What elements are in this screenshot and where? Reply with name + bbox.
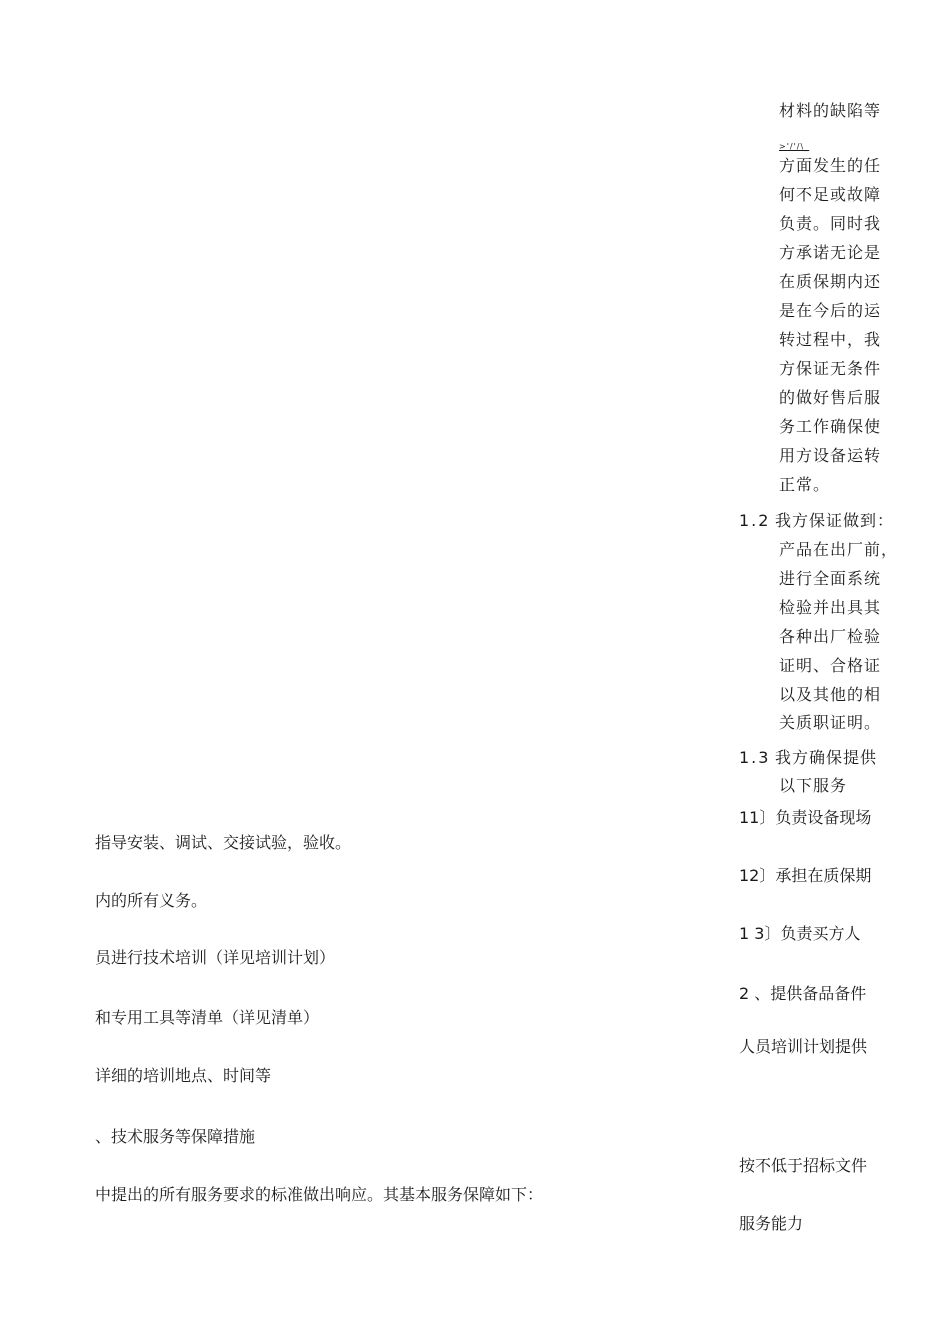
item-number-1-2: 1.2 [739,511,771,530]
left-text-line: 中提出的所有服务要求的标准做出响应。其基本服务保障如下： [95,1185,544,1204]
item-2: 2 、提供备品备件 [739,984,867,1003]
text-line: 证明、合格证 [779,656,882,675]
text-line: 的做好售后服 [779,388,882,407]
standard-line: 按不低于招标文件 [739,1156,868,1175]
left-text-line: 内的所有义务。 [95,891,208,910]
text-line: 务工作确保使 [779,417,882,436]
text-line: 在质保期内还 [779,272,882,291]
sub-item: 12〕承担在质保期 [739,866,872,885]
training-line: 人员培训计划提供 [739,1037,868,1056]
left-text-line: 指导安装、调试、交接试验，验收。 [95,833,352,852]
item-heading-1-2: 我方保证做到： [775,511,895,530]
left-text-line: 和专用工具等清单（详见清单） [95,1008,320,1027]
text-line: 负责。同时我 [779,214,882,233]
text-line: 关质职证明。 [779,713,882,732]
text-line: 何不足或故障 [779,185,882,204]
text-line: 检验并出具其 [779,598,882,617]
left-text-line: 员进行技术培训（详见培训计划） [95,948,336,967]
text-line: 产品在出厂前， [779,540,899,559]
text-line: 正常。 [779,475,831,494]
text-line: 是在今后的运 [779,301,882,320]
text-line: 转过程中，我 [779,330,882,349]
text-line: 以及其他的相 [779,685,882,704]
text-line: 以下服务 [779,776,848,795]
capability-line: 服务能力 [739,1214,804,1233]
text-line: 用方设备运转 [779,446,882,465]
text-line: 材料的缺陷等 [779,101,882,120]
scan-artifact: >'/'/\_ [779,142,810,151]
left-text-line: 详细的培训地点、时间等 [95,1066,272,1085]
item-number-1-3: 1.3 [739,748,771,767]
text-line: 方承诺无论是 [779,243,882,262]
item-heading-1-3: 我方确保提供 [775,748,878,767]
sub-item: 1 3〕负责买方人 [739,924,861,943]
text-line: 方保证无条件 [779,359,882,378]
text-line: 进行全面系统 [779,569,882,588]
sub-item: 11〕负责设备现场 [739,808,872,827]
left-text-line: 、技术服务等保障措施 [95,1127,256,1146]
text-line: 各种出厂检验 [779,627,882,646]
text-line: 方面发生的任 [779,156,882,175]
